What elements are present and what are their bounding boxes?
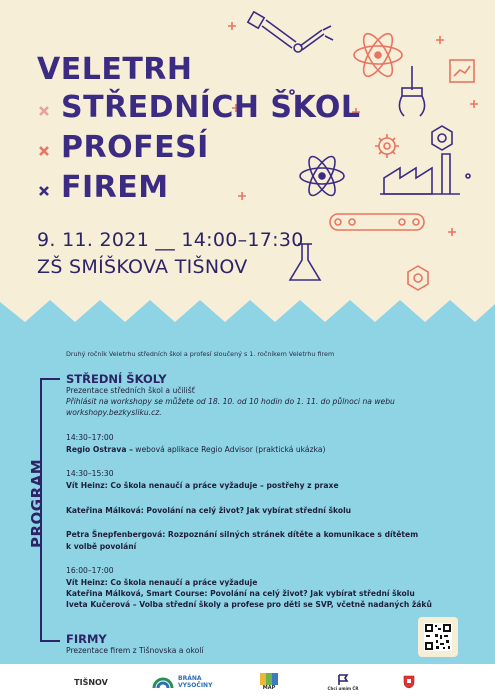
dot-mark — [466, 174, 470, 178]
atom-icon-2 — [300, 153, 344, 199]
block-text: webová aplikace Regio Advisor (praktická ukázka) — [132, 445, 326, 454]
block-time: 14:30–17:00 — [66, 433, 114, 442]
chart-icon — [450, 60, 474, 82]
factory-icon — [380, 154, 460, 194]
block-speaker: Kateřina Málková, Smart Course: Povolání na celý život? Jak vybírat střední školu — [66, 589, 415, 598]
schools-note-line1: Přihlásit na workshopy se můžete od 18. 10. od 10 hodin do 1. 11. do půlnoci na webu — [66, 397, 395, 406]
qr-code-icon — [424, 623, 452, 651]
schools-title: STŘEDNÍ ŠKOLY — [66, 372, 167, 386]
tisnov-logo: TIŠNOV — [74, 677, 108, 687]
title-line-4: FIREM — [61, 170, 169, 205]
brana-vysociny-logo: BRÁNA VYSOČINY — [148, 664, 218, 700]
x-mark-icon — [38, 105, 50, 117]
firms-title: FIRMY — [66, 632, 107, 646]
block-speaker: Regio Ostrava – — [66, 445, 133, 454]
block-speaker: Kateřina Málková: Povolání na celý život? Jak vybírat střední školu — [66, 506, 352, 515]
qr-code[interactable] — [418, 617, 458, 657]
block-line — [66, 530, 418, 539]
block-speaker: Vít Heinz: Co škola nenaučí a práce vyžaduje – postřehy z praxe — [66, 481, 339, 490]
map-logo: MAP — [254, 664, 284, 700]
block-line — [66, 600, 432, 609]
title-line-2: STŘEDNÍCH ŠKOL — [61, 90, 361, 125]
map-icon — [260, 673, 278, 685]
block-speaker: k volbě povolání — [66, 542, 137, 551]
block-line — [66, 481, 339, 490]
robot-arm-icon — [248, 12, 333, 52]
x-mark-icon — [38, 145, 50, 157]
gear-icon — [375, 134, 399, 158]
block-line — [66, 542, 136, 551]
block-line — [66, 589, 415, 598]
block-speaker: Vít Heinz: Co škola nenaučí a práce vyžaduje — [66, 578, 258, 587]
block-speaker: Petra Šnepfenbergová: Rozpoznání silných stránek dítěte a komunikace s dítětem — [66, 530, 419, 539]
block-speaker: Iveta Kučerová – Volba střední školy a profese pro děti se SVP, včetně nadaných žáků — [66, 600, 432, 609]
nut-icon — [432, 126, 452, 150]
crest-logo — [398, 664, 420, 700]
schools-subtitle: Prezentace středních škol a učilišť — [66, 386, 195, 395]
block-line — [66, 506, 351, 515]
chci-umim-logo: Chci umím ČR — [326, 664, 360, 700]
crest-icon — [403, 675, 415, 689]
intro-text: Druhý ročník Veletrhu středních škol a profesí sloučený s 1. ročníkem Veletrhu firem — [66, 350, 335, 358]
block-time: 14:30–15:30 — [66, 469, 114, 478]
bracket-bottom — [40, 640, 60, 642]
event-date-time: 9. 11. 2021 __ 14:00–17:30 — [37, 229, 304, 251]
program-label: PROGRAM — [28, 458, 46, 548]
footer-logos — [0, 664, 495, 700]
atom-icon — [354, 30, 402, 81]
title-line-1: VELETRH — [37, 52, 193, 87]
x-mark-icon — [38, 185, 50, 197]
schools-note-line2: workshopy.bezkysliku.cz. — [66, 408, 162, 417]
zigzag-divider — [0, 292, 495, 332]
block-time: 16:00–17:00 — [66, 566, 114, 575]
flag-icon — [337, 674, 349, 686]
conveyor-icon — [330, 214, 424, 230]
title-line-3: PROFESÍ — [61, 130, 209, 165]
arch-icon — [152, 675, 174, 689]
sparkle-marks — [228, 22, 478, 236]
block-line — [66, 578, 257, 587]
block-line — [66, 445, 325, 454]
nut-icon-2 — [408, 266, 428, 290]
claw-icon — [399, 66, 424, 116]
event-place: ZŠ SMÍŠKOVA TIŠNOV — [37, 256, 248, 278]
firms-subtitle: Prezentace firem z Tišnovska a okolí — [66, 646, 204, 655]
bracket-top — [40, 378, 60, 380]
